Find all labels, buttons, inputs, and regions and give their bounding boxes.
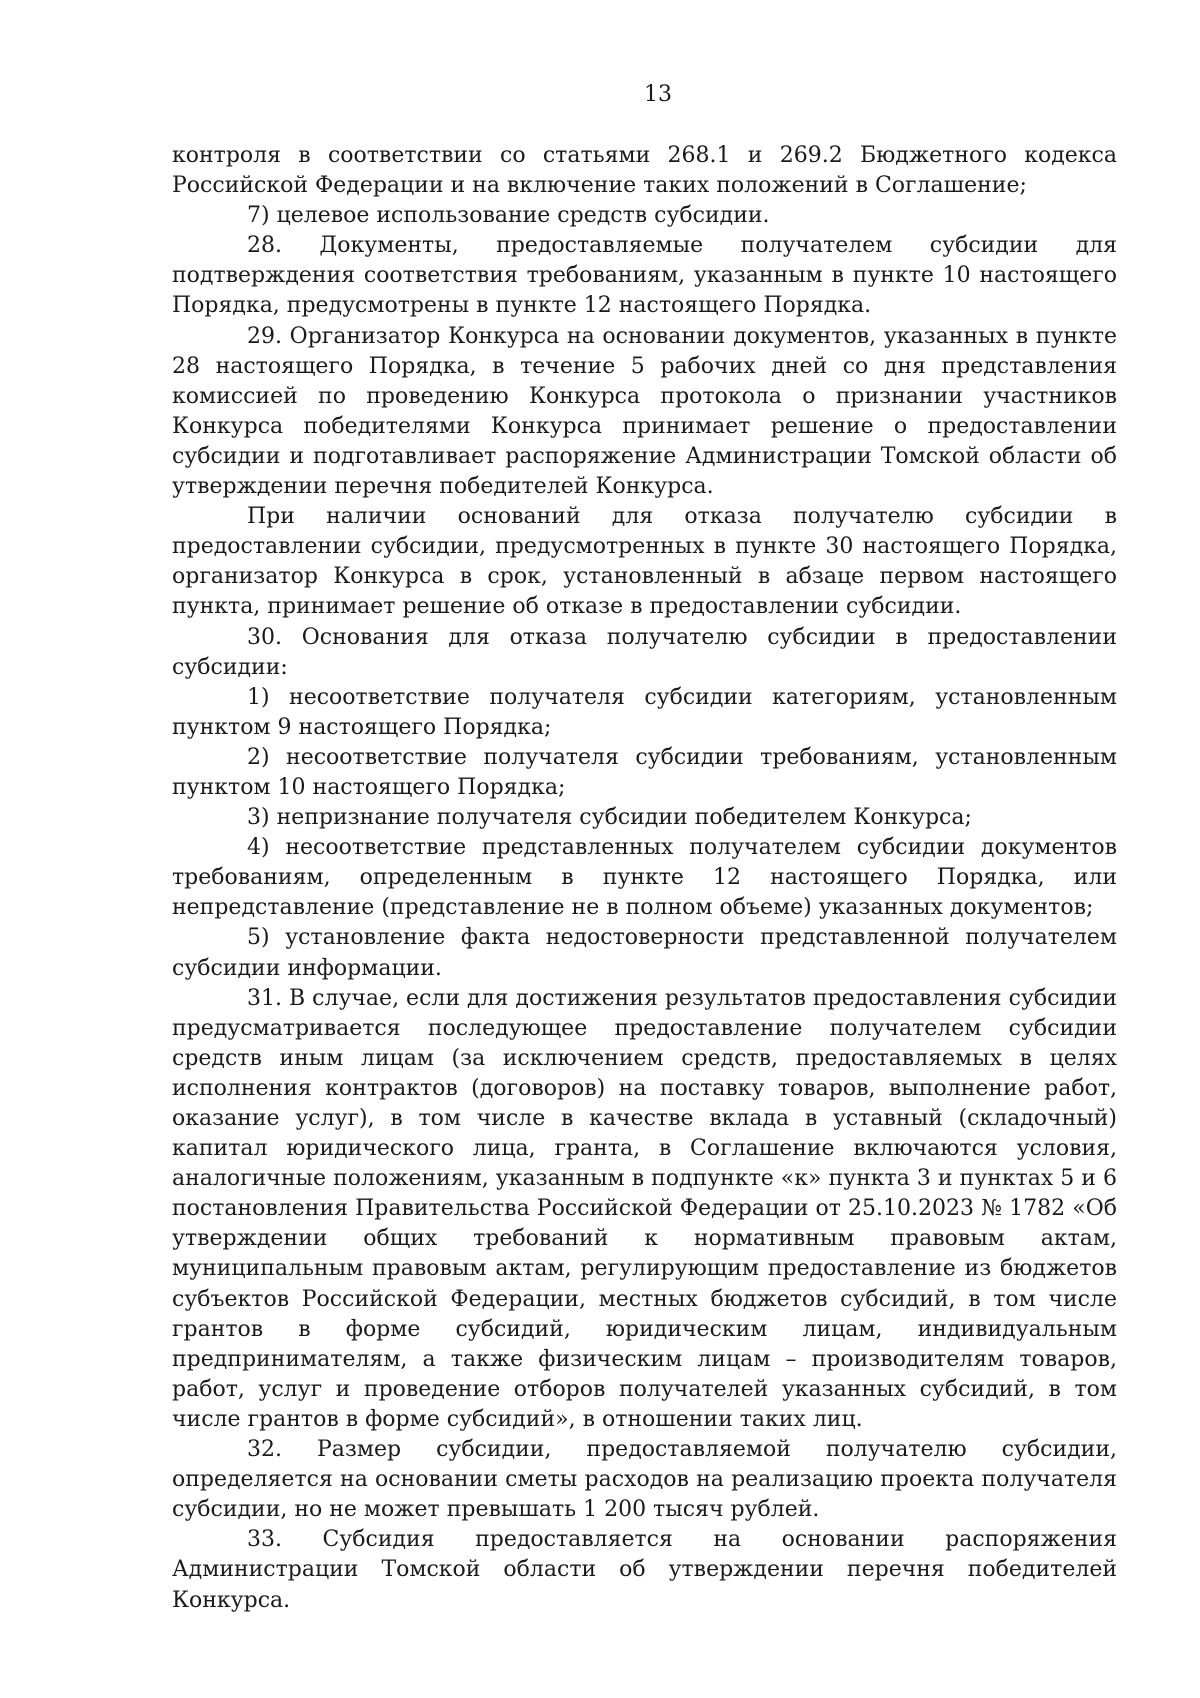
document-body xyxy=(172,141,1117,1616)
paragraph-28: 28. Документы, предоставляемые получателем субсидии для подтверждения соответствия требованиям, указанным в пункте 10 настоящего Порядка, предусмотрены в пункте 12 настоящего Порядка. xyxy=(172,233,1117,319)
page-number: 13 xyxy=(644,82,672,107)
paragraph-30-item-3: 3) непризнание получателя субсидии победителем Конкурса; xyxy=(247,805,972,831)
paragraph-item-7: 7) целевое использование средств субсидии. xyxy=(247,203,770,229)
paragraph-30: 30. Основания для отказа получателю субсидии в предоставлении субсидии: xyxy=(172,624,1117,680)
paragraph-32: 32. Размер субсидии, предоставляемой получателю субсидии, определяется на основании сметы расходов на реализацию проекта получателя субсидии, но не может превышать 1 200 тысяч рублей. xyxy=(172,1437,1117,1523)
paragraph-29: 29. Организатор Конкурса на основании документов, указанных в пункте 28 настоящего Порядка, в течение 5 рабочих дней со дня представления комиссией по проведению Конкурса протокола о признании участников Конкурса победителями Конкурса принимает решение о предоставлении субсидии и подготавливает распоряжение Администрации Томской области об утверждении перечня победителей Конкурса. xyxy=(172,323,1117,500)
paragraph-33: 33. Субсидия предоставляется на основании распоряжения Администрации Томской области об утверждении перечня победителей Конкурса. xyxy=(172,1527,1117,1613)
paragraph-29-refusal: При наличии оснований для отказа получателю субсидии в предоставлении субсидии, предусмотренных в пункте 30 настоящего Порядка, организатор Конкурса в срок, установленный в абзаце первом настоящего пункта, принимает решение об отказе в предоставлении субсидии. xyxy=(172,504,1117,620)
paragraph-30-item-4: 4) несоответствие представленных получателем субсидии документов требованиям, определенным в пункте 12 настоящего Порядка, или непредставление (представление не в полном объеме) указанных документов; xyxy=(172,835,1117,921)
paragraph-continuation: контроля в соответствии со статьями 268.1 и 269.2 Бюджетного кодекса Российской Федерации и на включение таких положений в Соглашение; xyxy=(172,143,1117,199)
paragraph-30-item-1: 1) несоответствие получателя субсидии категориям, установленным пунктом 9 настоящего Порядка; xyxy=(172,684,1117,740)
paragraph-30-item-2: 2) несоответствие получателя субсидии требованиям, установленным пунктом 10 настоящего Порядка; xyxy=(172,744,1117,800)
paragraph-30-item-5: 5) установление факта недостоверности представленной получателем субсидии информации. xyxy=(172,925,1117,981)
paragraph-31: 31. В случае, если для достижения результатов предоставления субсидии предусматривается последующее предоставление получателем субсидии средств иным лицам (за исключением средств, предоставляемых в целях исполнения контрактов (договоров) на поставку товаров, выполнение работ, оказание услуг), в том числе в качестве вклада в уставный (складочный) капитал юридического лица, гранта, в Соглашение включаются условия, аналогичные положениям, указанным в подпункте «к» пункта 3 и пунктах 5 и 6 постановления Правительства Российской Федерации от 25.10.2023 № 1782 «Об утверждении общих требований к нормативным правовым актам, муниципальным правовым актам, регулирующим предоставление из бюджетов субъектов Российской Федерации, местных бюджетов субсидий, в том числе грантов в форме субсидий, юридическим лицам, индивидуальным предпринимателям, а также физическим лицам – производителям товаров, работ, услуг и проведение отборов получателей указанных субсидий, в том числе грантов в форме субсидий», в отношении таких лиц. xyxy=(172,985,1118,1432)
